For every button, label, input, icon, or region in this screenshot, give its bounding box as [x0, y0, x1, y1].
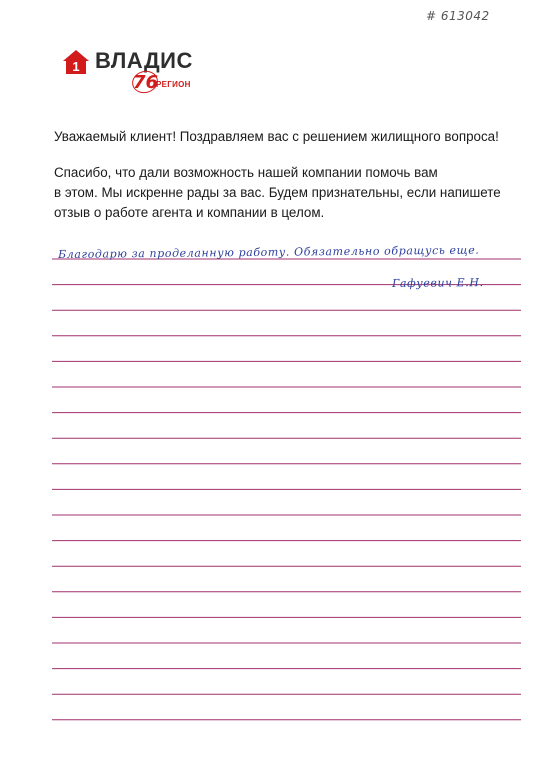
document-number-stamp: # 613042	[426, 9, 490, 23]
logo-region-number: 76	[133, 72, 159, 93]
handwritten-review-text: Благодарю за проделанную работу. Обязательно обращусь еще.	[58, 243, 480, 261]
logo-brand-name: ВЛАДИС	[95, 48, 193, 73]
intro-line: Спасибо, что дали возможность нашей компании помочь вам	[54, 165, 438, 180]
handwritten-signature: Гафуевич Е.Н.	[392, 276, 484, 290]
svg-text:1: 1	[72, 59, 80, 74]
greeting-text: Уважаемый клиент! Поздравляем вас с решением жилищного вопроса!	[54, 129, 499, 144]
intro-line: отзыв о работе агента и компании в целом.	[54, 205, 325, 220]
logo-region-label: РЕГИОН	[156, 80, 191, 89]
intro-line: в этом. Мы искренне рады за вас. Будем признательны, если напишете	[54, 185, 501, 200]
